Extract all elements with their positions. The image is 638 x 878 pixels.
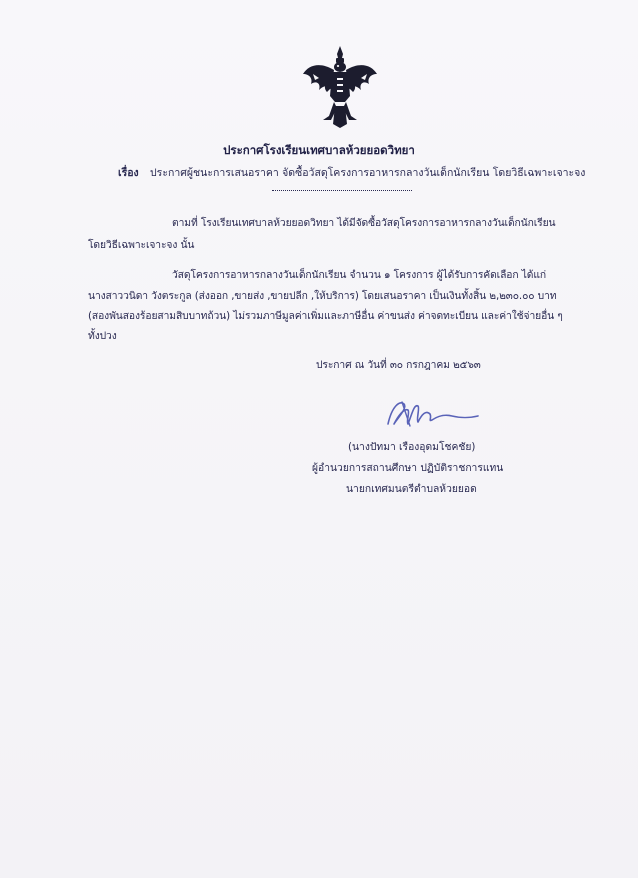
signatory-position-2: นายกเทศมนตรีตำบลห้วยยอด (346, 483, 477, 495)
announce-date: ประกาศ ณ วันที่ ๓๐ กรกฎาคม ๒๕๖๓ (316, 359, 481, 371)
signatory-position-1: ผู้อำนวยการสถานศึกษา ปฏิบัติราชการแทน (312, 462, 504, 474)
subject-text: ประกาศผู้ชนะการเสนอราคา จัดซื้อวัสดุโครงการอาหารกลางวันเด็กนักเรียน โดยวิธีเฉพาะเจาะจง (150, 167, 586, 179)
paragraph-1-line-1: ตามที่ โรงเรียนเทศบาลห้วยยอดวิทยา ได้มีจัดซื้อวัสดุโครงการอาหารกลางวันเด็กนักเรียน (172, 217, 556, 229)
paragraph-2-line-3: (สองพันสองร้อยสามสิบบาทถ้วน) ไม่รวมภาษีมูลค่าเพิ่มและภาษีอื่น ค่าขนส่ง ค่าจดทะเบียน และค่าใช้จ่ายอื่น ๆ (88, 310, 563, 322)
paragraph-1-line-2: โดยวิธีเฉพาะเจาะจง นั้น (88, 239, 195, 251)
signature-image (382, 396, 482, 432)
signatory-name: (นางปัทมา เรืองอุดมโชคชัย) (348, 441, 476, 453)
document-heading: ประกาศโรงเรียนเทศบาลห้วยยอดวิทยา (223, 143, 415, 157)
dotted-divider (272, 190, 412, 191)
paragraph-2-line-2: นางสาววนิดา วังตระกูล (ส่งออก ,ขายส่ง ,ขายปลีก ,ให้บริการ) โดยเสนอราคา เป็นเงินทั้งสิ้น ๒,๒๓๐.๐๐ บาท (88, 290, 557, 302)
subject-line (118, 164, 585, 181)
subject-label: เรื่อง (118, 167, 139, 179)
garuda-emblem-icon (301, 44, 379, 128)
paragraph-2-line-4: ทั้งปวง (88, 330, 117, 342)
paragraph-2-line-1: วัสดุโครงการอาหารกลางวันเด็กนักเรียน จำนวน ๑ โครงการ ผู้ได้รับการคัดเลือก ได้แก่ (172, 269, 547, 281)
